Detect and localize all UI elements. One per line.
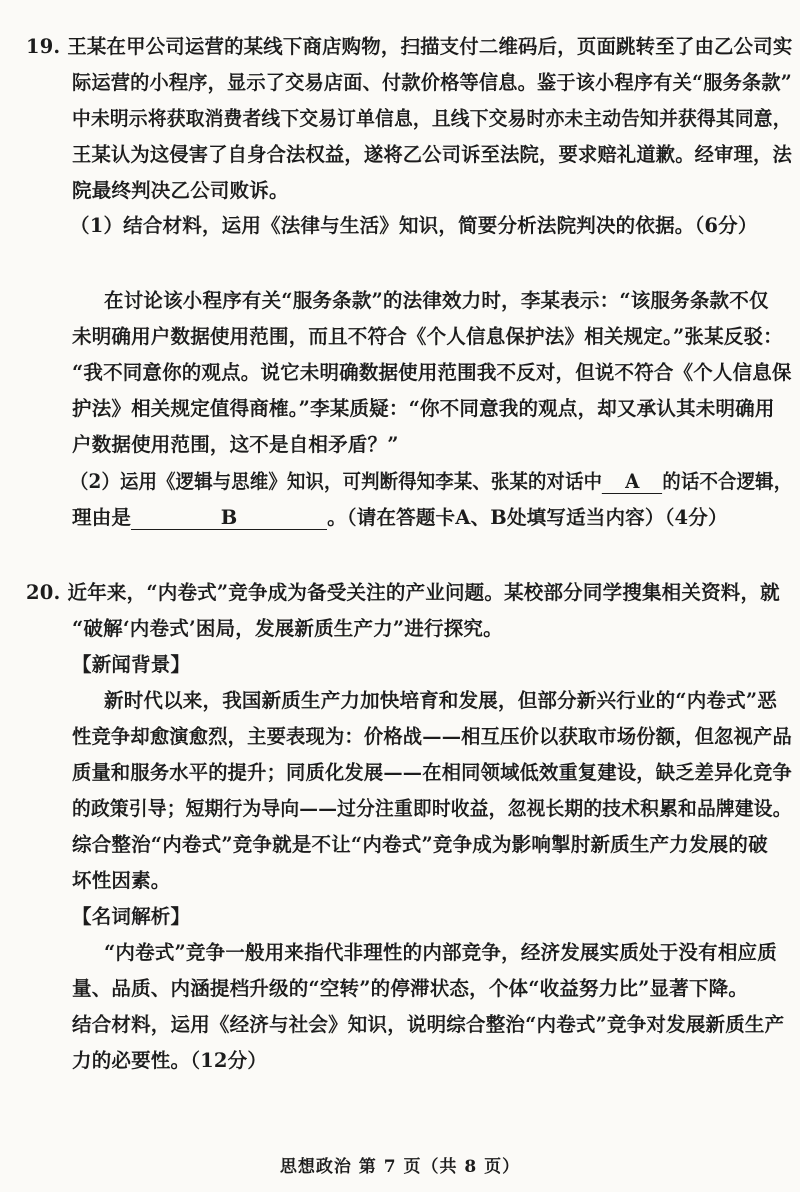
q20-section2-line-1: “内卷式”竞争一般用来指代非理性的内部竞争，经济发展实质处于没有相应质 — [104, 941, 777, 964]
q20-stem-2: “破解‘内卷式’困局，发展新质生产力”进行探究。 — [72, 617, 503, 640]
q20-section1-line-4: 的政策引导；短期行为导向——过分注重即时收益，忽视长期的技术积累和品牌建设。 — [72, 797, 792, 820]
q19-line-1 — [26, 34, 792, 60]
q19-stem-4: 王某认为这侵害了自身合法权益，遂将乙公司诉至法院，要求赔礼道歉。经审理，法 — [72, 143, 792, 166]
q19-material-3: “我不同意你的观点。说它未明确数据使用范围我不反对，但说不符合《个人信息保 — [72, 361, 792, 384]
q20-section1-line-3: 质量和服务水平的提升；同质化发展——在相同领域低效重复建设，缺乏差异化竞争 — [72, 761, 792, 784]
q20-section1-line-6: 坏性因素。 — [72, 869, 171, 892]
q20-section1-line-1: 新时代以来，我国新质生产力加快培育和发展，但部分新兴行业的“内卷式”恶 — [104, 689, 777, 712]
q20-section2-title: 【名词解析】 — [72, 905, 191, 928]
q20-section1-title: 【新闻背景】 — [72, 653, 191, 676]
q19-material-5: 户数据使用范围，这不是自相矛盾？” — [72, 433, 399, 456]
q19-reason-prefix: 理由是 — [72, 506, 132, 529]
q20-number: 20. — [26, 581, 61, 604]
q19-number: 19. — [26, 35, 61, 58]
q19-sub2 — [70, 469, 792, 495]
q20-section1-line-5: 综合整治“内卷式”竞争就是不让“内卷式”竞争成为影响掣肘新质生产力发展的破 — [72, 833, 768, 856]
q19-reason-suffix: 。（请在答题卡A、B处填写适当内容）（4分） — [327, 506, 728, 529]
q19-stem-1: 王某在甲公司运营的某线下商店购物，扫描支付二维码后，页面跳转至了由乙公司实 — [67, 35, 793, 58]
answer-blank-a: A — [602, 471, 662, 494]
q20-task-line-1: 结合材料，运用《经济与社会》知识，说明综合整治“内卷式”竞争对发展新质生产 — [72, 1013, 785, 1036]
page-footer: 思想政治 第 7 页（共 8 页） — [279, 1157, 521, 1177]
q20-stem-1: 近年来，“内卷式”竞争成为备受关注的产业问题。某校部分同学搜集相关资料，就 — [67, 581, 780, 604]
q19-sub1: （1）结合材料，运用《法律与生活》知识，简要分析法院判决的依据。（6分） — [70, 214, 758, 237]
q19-stem-3: 中未明示将获取消费者线下交易订单信息，且线下交易时亦未主动告知并获得其同意， — [72, 107, 792, 130]
q19-material-4: 护法》相关规定值得商榷。”李某质疑：“你不同意我的观点，却又承认其未明确用 — [72, 397, 775, 420]
q19-material-1: 在讨论该小程序有关“服务条款”的法律效力时，李某表示：“该服务条款不仅 — [104, 289, 769, 312]
q19-stem-2: 际运营的小程序，显示了交易店面、付款价格等信息。鉴于该小程序有关“服务条款” — [72, 71, 793, 94]
q20-section2-line-2: 量、品质、内涵提档升级的“空转”的停滞状态，个体“收益努力比”显著下降。 — [72, 977, 749, 1000]
q20-section1-line-2: 性竞争却愈演愈烈，主要表现为：价格战——相互压价以获取市场份额，但忽视产品 — [72, 725, 792, 748]
q20-task-line-2: 力的必要性。（12分） — [72, 1049, 268, 1072]
q19-stem-5: 院最终判决乙公司败诉。 — [72, 179, 289, 202]
q19-reason — [72, 505, 728, 531]
q19-sub2-suffix: 的话不合逻辑， — [662, 470, 793, 493]
answer-blank-b: B — [131, 507, 327, 530]
q19-material-2: 未明确用户数据使用范围，而且不符合《个人信息保护法》相关规定。”张某反驳： — [72, 325, 783, 348]
q20-line-1 — [26, 580, 780, 606]
q19-sub2-prefix: （2）运用《逻辑与思维》知识，可判断得知李某、张某的对话中 — [70, 470, 603, 493]
